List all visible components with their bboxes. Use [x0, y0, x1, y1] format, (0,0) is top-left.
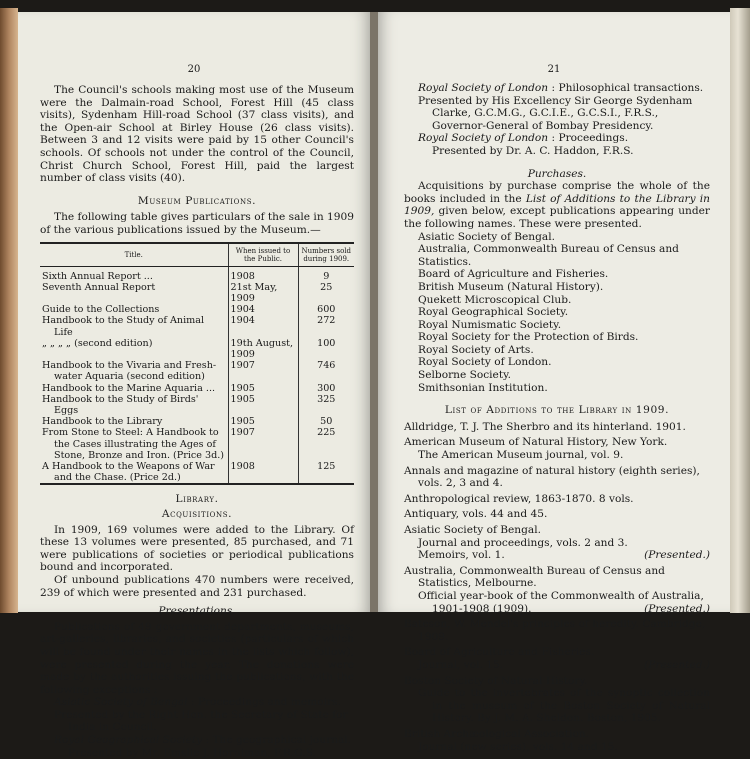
additions-list [404, 421, 710, 753]
royal-society-1-donor: Presented by His Excellency Sir George Sydenham Clarke, G.C.M.G., G.C.I.E., G.C.S.I., F.R.S., Governor-General of Bombay Presidency. [418, 94, 693, 132]
table-cell-title: Sixth Annual Report ... [42, 270, 153, 282]
book-page-edges [730, 8, 750, 613]
purchases-list-title: List of Additions to the Library in 1909, [404, 192, 710, 218]
list-item: Journal (new series), vols. 14 and 15. [418, 740, 618, 753]
presenter-name: Royal Society of London. [418, 356, 552, 369]
table-row [40, 383, 354, 394]
purchases-paragraph [404, 180, 710, 230]
publications-table [40, 242, 354, 486]
presenter-name: Smithsonian Institution. [418, 381, 548, 394]
list-item: The American Museum journal, vol. 9. [418, 449, 624, 462]
list-item: Annals and magazine of natural history (eighth series), vols. 2, 3 and 4. [404, 464, 700, 490]
purchases-heading: Purchases. [527, 167, 587, 180]
list-item [404, 549, 710, 562]
acquisitions-paragraph-2: Of unbound publications 470 numbers were received, 239 of which were presented and 231 purchased. [40, 573, 354, 599]
presenter-name: Quekett Microscopical Club. [418, 293, 572, 306]
table-cell-issued: 21st May, 1909 [228, 282, 298, 304]
royal-society-1-title: Royal Society of London [418, 82, 549, 94]
library-heading: Library. [175, 493, 219, 506]
presenter-name: Selborne Society. [418, 369, 512, 382]
list-item: Antiquary, vols. 44 and 45. [404, 508, 548, 521]
left-page-body [40, 84, 354, 759]
royal-society-2-donor: Presented by Dr. A. C. Haddon, F.R.S. [432, 144, 634, 157]
royal-society-2-rest: : Proceedings. [551, 132, 629, 145]
list-item: Alldridge, T. J. The Sherbro and its hinterland. 1901. [404, 420, 686, 433]
table-cell-sold: 100 [298, 338, 354, 360]
list-item: Guide to the invertebrates of the synoptic collection in the museum of the Boston Society of Natural History. By J. M. A. Sheldon. Boston, 1905. [418, 687, 710, 725]
list-item: Boston Society of Natural History. [404, 674, 588, 687]
list-item: Anthropological review, 1863-1870. 8 vols. [404, 492, 634, 505]
royal-society-1-rest: : Philosophical transactions. [551, 82, 704, 94]
exception-2-title: Royal Geographical Society [54, 734, 203, 747]
publications-heading: Museum Publications. [137, 194, 257, 207]
table-cell-issued: 1905 [228, 416, 298, 427]
table-cell-sold: 746 [298, 360, 354, 382]
table-row [40, 315, 354, 337]
presenter-name: Board of Agriculture and Fisheries. [418, 268, 609, 281]
table-cell-sold: 300 [298, 383, 354, 394]
table-cell-title: From Stone to Steel: A Handbook to the Cases illustrating the Ages of Stone, Bronze and Iron. (Price 3d.) [42, 427, 225, 461]
table-cell-title: Guide to the Collections [42, 304, 160, 316]
table-row [40, 394, 354, 416]
table-cell-issued: 19th August, 1909 [228, 338, 298, 360]
table-cell-issued: 1907 [228, 360, 298, 382]
royal-society-entry-1 [404, 82, 710, 95]
presenter-name: Asiatic Society of Bengal. [418, 230, 555, 243]
table-row [40, 266, 354, 282]
column-header-title: Title. [40, 243, 228, 267]
list-item: Asiatic Society of Bengal. [404, 524, 541, 536]
book-cover-edge [0, 8, 18, 613]
table-cell-issued: 1907 [228, 427, 298, 461]
royal-society-entry-2 [404, 132, 710, 145]
royal-society-2-title: Royal Society of London [418, 132, 549, 145]
list-of-additions-heading: List of Additions to the Library in 1909. [444, 404, 670, 417]
table-cell-sold: 325 [298, 394, 354, 416]
table-row [40, 338, 354, 360]
table-cell-title: A Handbook to the Weapons of War and the Chase. (Price 2d.) [40, 461, 228, 484]
table-row [40, 360, 354, 382]
presentations-paragraph: Publications of 49 government departments, museums, art-galleries, libraries, and societies (particulars of which will be found under their names in the lists which follow), were presented during the year. The donations were made by the authorities issuing the publications, with the following exceptions : [40, 620, 354, 696]
table-cell-issued: 1908 [228, 266, 298, 282]
table-cell-title: Handbook to the Study of Animal Life [42, 315, 205, 338]
list-item: Australia, Commonwealth Bureau of Census and Statistics, Melbourne. [404, 564, 665, 590]
table-cell-title: „ „ „ „ (second edition) [42, 337, 153, 349]
presenters-list [404, 231, 710, 395]
table-cell-sold: 25 [298, 282, 354, 304]
table-cell-sold: 225 [298, 427, 354, 461]
table-cell-title: Handbook to the Library [42, 416, 163, 428]
book-gutter [370, 12, 378, 612]
page-number: 20 [187, 64, 201, 75]
table-row [40, 282, 354, 304]
presenter-name: Royal Society for the Protection of Birds. [418, 331, 639, 344]
presenter-name: British Museum (Natural History). [418, 280, 604, 293]
table-cell-sold: 600 [298, 304, 354, 315]
list-item [404, 590, 710, 615]
presented-tag: (Presented.) [644, 658, 710, 671]
purchases-text-start: Acquisitions by purchase comprise the whole of the books included in the [404, 180, 710, 205]
exception-2 [40, 734, 354, 747]
list-item-text: Memoirs, vol. 1. [418, 549, 505, 562]
table-cell-issued: 1905 [228, 394, 298, 416]
column-header-issued: When issued to the Public. [228, 243, 298, 267]
table-row [40, 304, 354, 315]
table-header-row [40, 243, 354, 267]
list-item-text: Journal, vol. 15. [418, 658, 504, 671]
presenter-name: Australia, Commonwealth Bureau of Census and Statistics. [418, 243, 679, 268]
exception-1-donor: Presented by the Right Hon. the Secretary of State for India in Council. [54, 708, 348, 734]
list-item [404, 659, 710, 672]
page-number: 21 [547, 64, 561, 75]
acquisitions-paragraph-1: In 1909, 169 volumes were added to the Library. Of these 13 volumes were presented, 85 purchased, and 71 were publications of societies or periodical publications bound and incorporated. [40, 523, 354, 574]
exception-1-rest: : Proceedings and memoirs. [190, 696, 341, 709]
table-cell-sold: 272 [298, 315, 354, 337]
list-item: Journal and proceedings, vols. 2 and 3. [418, 536, 628, 549]
table-cell-sold: 50 [298, 416, 354, 427]
presentations-heading: Presentations. [158, 605, 236, 618]
exception-1-title: Asiatic Society of Bengal [54, 696, 188, 709]
purchases-text-end: given below, except publications appearing under the following names. These were presented. [404, 205, 710, 230]
table-cell-title: Handbook to the Study of Birds' Eggs [42, 393, 199, 416]
presenter-name: Royal Geographical Society. [418, 306, 569, 319]
table-row [40, 416, 354, 427]
list-item: American Museum of Natural History, New York. [404, 436, 668, 449]
table-row [40, 427, 354, 461]
right-page [378, 12, 730, 753]
left-page [18, 12, 370, 759]
publications-intro: The following table gives particulars of the sale in 1909 of the various publications issued by the Museum.— [40, 211, 354, 236]
table-cell-issued: 1905 [228, 383, 298, 394]
table-row [40, 461, 354, 484]
table-cell-title: Handbook to the Marine Aquaria ... [42, 382, 216, 394]
table-cell-title: Seventh Annual Report [42, 281, 156, 293]
right-page-body [404, 82, 710, 753]
table-cell-issued: 1904 [228, 304, 298, 315]
table-cell-issued: 1904 [228, 315, 298, 337]
acquisitions-heading: Acquisitions. [161, 507, 233, 520]
exception-1 [40, 696, 354, 709]
presenter-name: Royal Numismatic Society. [418, 318, 562, 331]
presenter-name: Royal Society of Arts. [418, 343, 534, 356]
table-body [40, 266, 354, 484]
table-cell-sold: 9 [298, 266, 354, 282]
list-item: Bateson, W. Mendel's principles of heredity. Cambridge, 1909. [404, 618, 706, 643]
list-item: British Archæological Association. [404, 727, 590, 740]
exception-2-donor: Presented by Mr. Emslie J. Horniman, F.R.G.S. [68, 746, 316, 759]
exception-2-rest: : The geographical journal. [205, 734, 352, 747]
table-cell-sold: 125 [298, 461, 354, 484]
intro-paragraph: The Council's schools making most use of the Museum were the Dalmain-road School, Forest Hill (45 class visits), Sydenham Hill-road School (37 class visits), and the Open-air School at Birley House (26 class visits). Between 3 and 12 visits were paid by 15 other Council's schools. Of schools not under the control of the Council, Christ Church School, Forest Hill, paid the largest number of class visits (40). [40, 84, 354, 185]
presented-tag: (Presented.) [644, 549, 710, 562]
presented-tag: (Presented.) [644, 602, 710, 615]
table-cell-title: Handbook to the Vivaria and Fresh-water Aquaria (second edition) [42, 360, 217, 383]
column-header-sold: Numbers sold during 1909. [298, 243, 354, 267]
table-cell-issued: 1908 [228, 461, 298, 484]
list-item-text: Official year-book of the Commonwealth of Australia, 1901-1908 (1909). [418, 589, 704, 615]
list-item: Board of Agriculture and Fisheries. [404, 646, 595, 659]
